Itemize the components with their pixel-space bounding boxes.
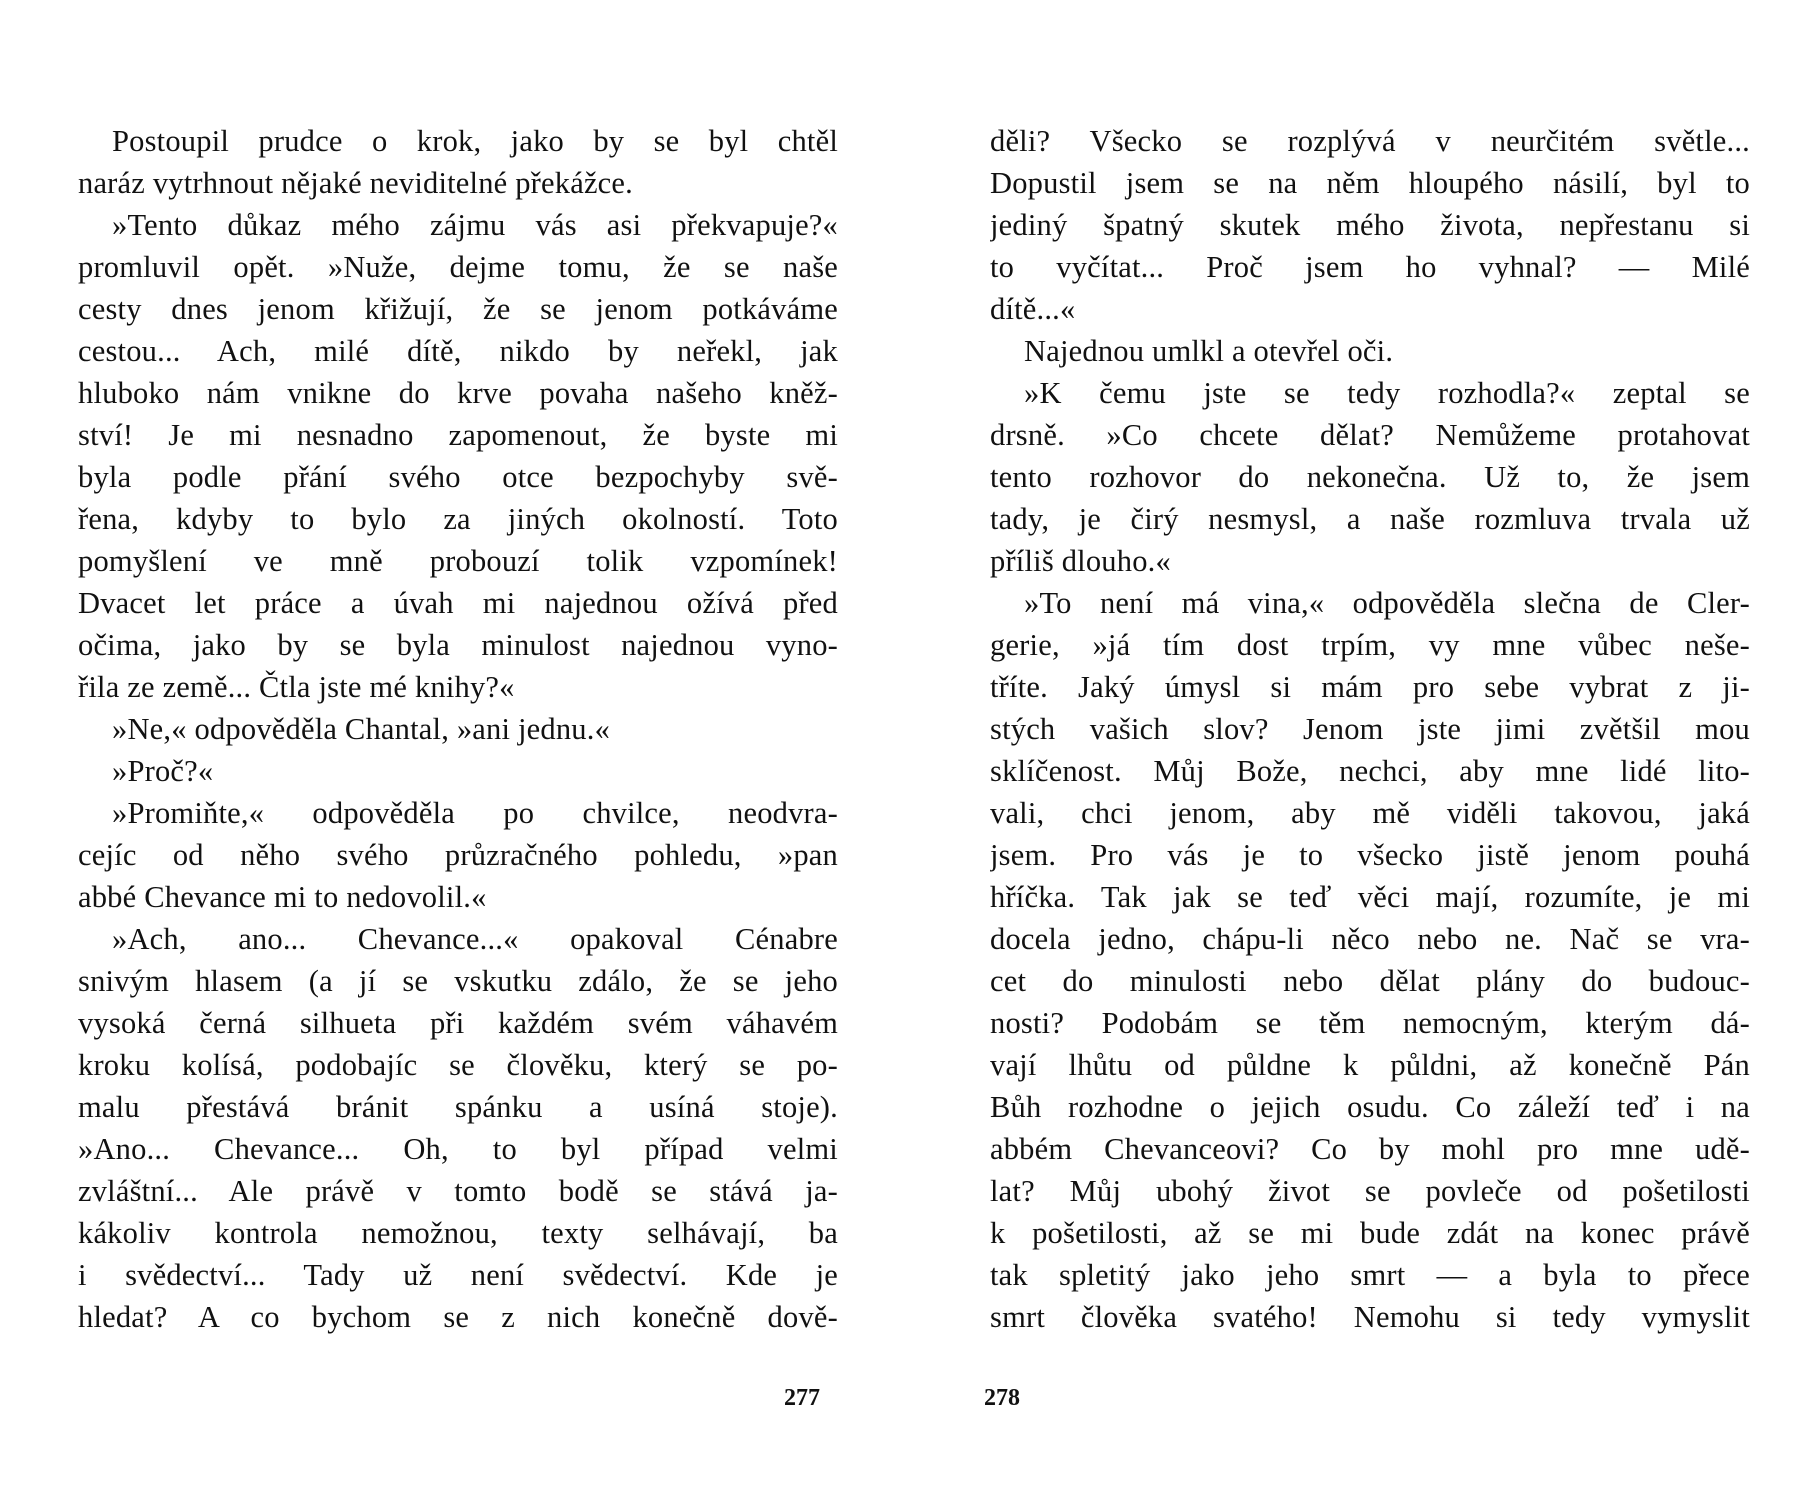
text-line: tady, je čirý nesmysl, a naše rozmluva trvala už xyxy=(990,502,1750,536)
text-line: snivým hlasem (a jí se vskutku zdálo, že se jeho xyxy=(78,964,838,998)
text-line: vysoká černá silhueta při každém svém váhavém xyxy=(78,1006,838,1040)
text-line: Bůh rozhodne o jejich osudu. Co záleží teď i na xyxy=(990,1090,1750,1124)
right-page-number: 278 xyxy=(984,1385,1020,1411)
text-line: cesty dnes jenom křižují, že se jenom potkáváme xyxy=(78,292,838,326)
text-line: vají lhůtu od půldne k půldni, až konečně Pán xyxy=(990,1048,1750,1082)
text-line: gerie, »já tím dost trpím, vy mne vůbec neše- xyxy=(990,628,1750,662)
text-line: tento rozhovor do nekonečna. Už to, že jsem xyxy=(990,460,1750,494)
text-line: »K čemu jste se tedy rozhodla?« zeptal se xyxy=(1024,376,1750,410)
text-line: hledat? A co bychom se z nich konečně dově- xyxy=(78,1300,838,1334)
text-line: »Proč?« xyxy=(112,754,214,788)
text-line: i svědectví... Tady už není svědectví. Kde je xyxy=(78,1258,838,1292)
text-line: dítě...« xyxy=(990,292,1076,326)
text-line: děli? Všecko se rozplývá v neurčitém světle... xyxy=(990,124,1750,158)
text-line: »Ne,« odpověděla Chantal, »ani jednu.« xyxy=(112,712,611,746)
text-line: »Tento důkaz mého zájmu vás asi překvapuje?« xyxy=(112,208,838,242)
text-line: vali, chci jenom, aby mě viděli takovou, jaká xyxy=(990,796,1750,830)
text-line: jsem. Pro vás je to všecko jistě jenom pouhá xyxy=(990,838,1750,872)
text-line: řila ze země... Čtla jste mé knihy?« xyxy=(78,670,515,704)
text-line: hříčka. Tak jak se teď věci mají, rozumíte, je mi xyxy=(990,880,1750,914)
right-page-text xyxy=(990,120,1750,1338)
text-line: »Ano... Chevance... Oh, to byl případ velmi xyxy=(78,1132,838,1166)
text-line: sklíčenost. Můj Bože, nechci, aby mne lidé lito- xyxy=(990,754,1750,788)
text-line: tříte. Jaký úmysl si mám pro sebe vybrat z ji- xyxy=(990,670,1750,704)
text-line: tak spletitý jako jeho smrt — a byla to přece xyxy=(990,1258,1750,1292)
text-line: »Ach, ano... Chevance...« opakoval Cénabre xyxy=(112,922,838,956)
left-page-number: 277 xyxy=(784,1385,820,1411)
left-page-text xyxy=(78,120,838,1338)
text-line: Dopustil jsem se na něm hloupého násilí, byl to xyxy=(990,166,1750,200)
text-line: »Promiňte,« odpověděla po chvilce, neodvra- xyxy=(112,796,838,830)
text-line: očima, jako by se byla minulost najednou vyno- xyxy=(78,628,838,662)
text-line: naráz vytrhnout nějaké neviditelné překážce. xyxy=(78,166,633,200)
text-line: cet do minulosti nebo dělat plány do budouc- xyxy=(990,964,1750,998)
text-line: hluboko nám vnikne do krve povaha našeho kněž- xyxy=(78,376,838,410)
text-line: cejíc od něho svého průzračného pohledu, »pan xyxy=(78,838,838,872)
text-line: Postoupil prudce o krok, jako by se byl chtěl xyxy=(112,124,838,158)
text-line: pomyšlení ve mně probouzí tolik vzpomínek! xyxy=(78,544,838,578)
text-line: Dvacet let práce a úvah mi najednou ožívá před xyxy=(78,586,838,620)
text-line: řena, kdyby to bylo za jiných okolností. Toto xyxy=(78,502,838,536)
text-line: docela jedno, chápu-li něco nebo ne. Nač se vra- xyxy=(990,922,1750,956)
text-line: abbé Chevance mi to nedovolil.« xyxy=(78,880,487,914)
text-line: nosti? Podobám se těm nemocným, kterým dá- xyxy=(990,1006,1750,1040)
text-line: příliš dlouho.« xyxy=(990,544,1171,578)
text-line: promluvil opět. »Nuže, dejme tomu, že se naše xyxy=(78,250,838,284)
right-page xyxy=(906,0,1812,1500)
text-line: Najednou umlkl a otevřel oči. xyxy=(1024,334,1394,368)
text-line: malu přestává bránit spánku a usíná stoje). xyxy=(78,1090,838,1124)
text-line: lat? Můj ubohý život se povleče od pošetilosti xyxy=(990,1174,1750,1208)
text-line: stých vašich slov? Jenom jste jimi zvětšil mou xyxy=(990,712,1750,746)
text-line: kroku kolísá, podobajíc se člověku, který se po- xyxy=(78,1048,838,1082)
text-line: »To není má vina,« odpověděla slečna de Cler- xyxy=(1024,586,1750,620)
text-line: smrt člověka svatého! Nemohu si tedy vymyslit xyxy=(990,1300,1750,1334)
text-line: to vyčítat... Proč jsem ho vyhnal? — Milé xyxy=(990,250,1750,284)
text-line: k pošetilosti, až se mi bude zdát na konec právě xyxy=(990,1216,1750,1250)
text-line: abbém Chevanceovi? Co by mohl pro mne udě- xyxy=(990,1132,1750,1166)
text-line: jediný špatný skutek mého života, nepřestanu si xyxy=(990,208,1750,242)
text-line: ství! Je mi nesnadno zapomenout, že byste mi xyxy=(78,418,838,452)
text-line: kákoliv kontrola nemožnou, texty selhávají, ba xyxy=(78,1216,838,1250)
text-line: byla podle přání svého otce bezpochyby svě- xyxy=(78,460,838,494)
text-line: cestou... Ach, milé dítě, nikdo by neřekl, jak xyxy=(78,334,838,368)
text-line: zvláštní... Ale právě v tomto bodě se stává ja- xyxy=(78,1174,838,1208)
text-line: drsně. »Co chcete dělat? Nemůžeme protahovat xyxy=(990,418,1750,452)
